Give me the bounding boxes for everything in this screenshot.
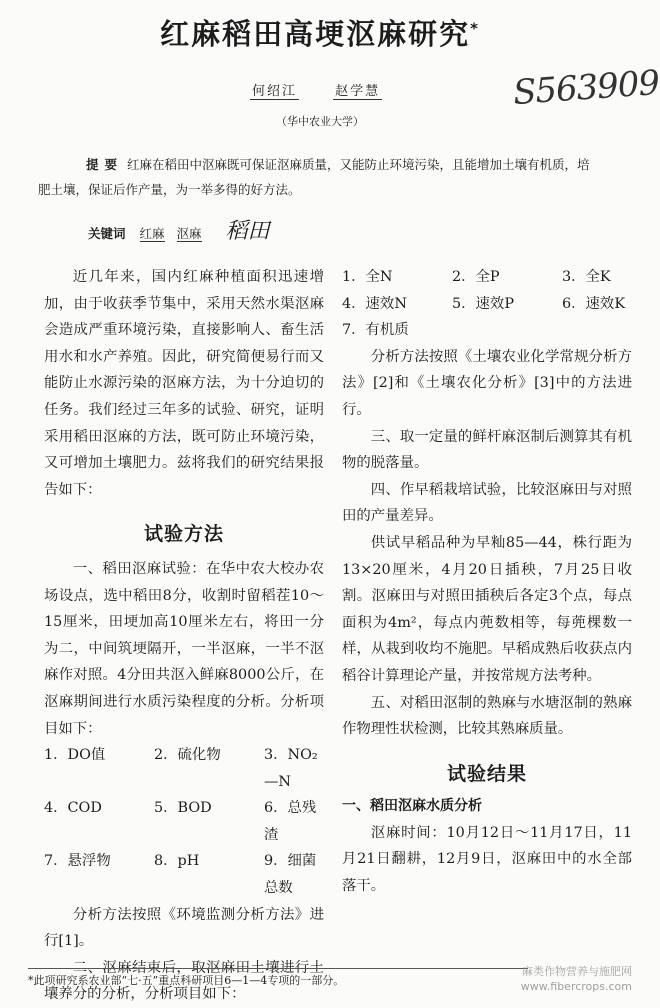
list-item: 5．速效P [452, 295, 515, 312]
method-5: 五、对稻田沤制的熟麻与水塘沤制的熟麻作物理性状检测，比较其熟麻质量。 [342, 694, 632, 738]
author-2: 赵学慧 [335, 84, 381, 99]
abstract-text: 红麻在稻田中沤麻既可保证沤麻质量，又能防止环境污染，且能增加土壤有机质，培肥土壤，保证后作产量，为一举多得的好方法。 [38, 157, 590, 197]
list-item: 2．全P [452, 269, 500, 285]
left-column [44, 264, 324, 1008]
list-item: 4．COD [44, 800, 102, 817]
results-heading: 试验结果 [446, 762, 527, 785]
list-item: 3．全K [562, 269, 611, 285]
keyword-handwritten: 稻田 [225, 219, 270, 244]
list-item: 6．速效K [562, 295, 626, 312]
list-item: 1．DO值 [44, 747, 106, 764]
list-item: 8．pH [154, 853, 200, 870]
soil-items [342, 264, 632, 344]
affiliation: （华中农业大学） [276, 115, 364, 128]
keyword-1: 红麻 [139, 226, 165, 241]
method-1: 一、稻田沤麻试验：在华中农大校办农场设点，选中稻田8分，收割时留稻茬10～15厘米，田埂加高10厘米左右，将田一分为二，中间筑埂隔开，一半沤麻，一半不沤麻作对照。4分田共沤入鲜麻8000公斤，在沤麻期间进行水质污染程度的分析。分析项目如下： [44, 560, 324, 737]
keyword-2: 沤麻 [176, 226, 202, 241]
result-1: 沤麻时间：10月12日～11月17日，11月21日翻耕，12月9日，沤麻田中的水全部落干。 [342, 824, 632, 895]
watermark: 麻类作物营养与施肥网 www.fibercrops.com [520, 965, 632, 993]
list-item: 9．细菌总数 [264, 853, 317, 897]
right-column [342, 264, 632, 900]
abstract-label: 提要 [86, 157, 124, 172]
method-2: 二、沤麻结束后，取沤麻田土壤进行土壤养分的分析，分析项目如下： [44, 959, 324, 1003]
method-2-ref: 分析方法按照《土壤农业化学常规分析方法》[2]和《土壤农化分析》[3]中的方法进行。 [342, 348, 632, 418]
keywords [88, 214, 270, 245]
list-item: 6．总残渣 [264, 800, 317, 843]
keywords-label: 关键词 [88, 226, 126, 241]
authors [250, 80, 410, 99]
list-item: 7．悬浮物 [44, 853, 111, 870]
list-item: 1．全N [342, 269, 393, 285]
result-1-heading: 一、稻田沤麻水质分析 [342, 798, 482, 815]
list-item: 3．NO₂—N [264, 747, 318, 790]
footnote: *此项研究系农业部“七·五”重点科研项目6—1—4专项的一部分。 [28, 968, 528, 988]
abstract [38, 152, 598, 202]
author-1: 何绍江 [252, 84, 298, 99]
water-items [44, 742, 324, 902]
method-4: 四、作早稻栽培试验，比较沤麻田与对照田的产量差异。 [342, 481, 632, 525]
paper-title: 红麻稻田高埂沤麻研究* [160, 17, 480, 51]
method-3: 三、取一定量的鲜杆麻沤制后测算其有机物的脱落量。 [342, 428, 632, 472]
list-item: 4．速效N [342, 295, 407, 312]
method-1-ref: 分析方法按照《环境监测分析方法》进行[1]。 [44, 906, 324, 950]
intro-paragraph: 近几年来，国内红麻种植面积迅速增加，由于收获季节集中，采用天然水渠沤麻会造成严重环境污染，直接影响人、畜生活用水和水产养殖。因此，研究简便易行而又能防止水源污染的沤麻方法，为十分迫切的任务。我们经过三年多的试验、研究，证明采用稻田沤麻的方法，既可防止环境污染，又可增加土壤肥力。兹将我们的研究结果报告如下： [44, 269, 324, 498]
list-item: 2．硫化物 [154, 747, 221, 764]
method-4-detail: 供试早稻品种为早籼85—44，株行距为13×20厘米，4月20日插秧，7月25日收割。沤麻田与对照田插秧后各定3个点，每点面积为4m²，每点内蔸数相等，每蔸棵数一样，从栽到收均不施肥。早稻成熟后收获点内稻谷计算理论产量，并按常规方法考种。 [342, 534, 632, 684]
methods-heading: 试验方法 [143, 523, 224, 546]
list-item: 7．有机质 [342, 322, 409, 339]
list-item: 5．BOD [154, 800, 212, 817]
handwritten-id: S563909 [511, 62, 660, 114]
